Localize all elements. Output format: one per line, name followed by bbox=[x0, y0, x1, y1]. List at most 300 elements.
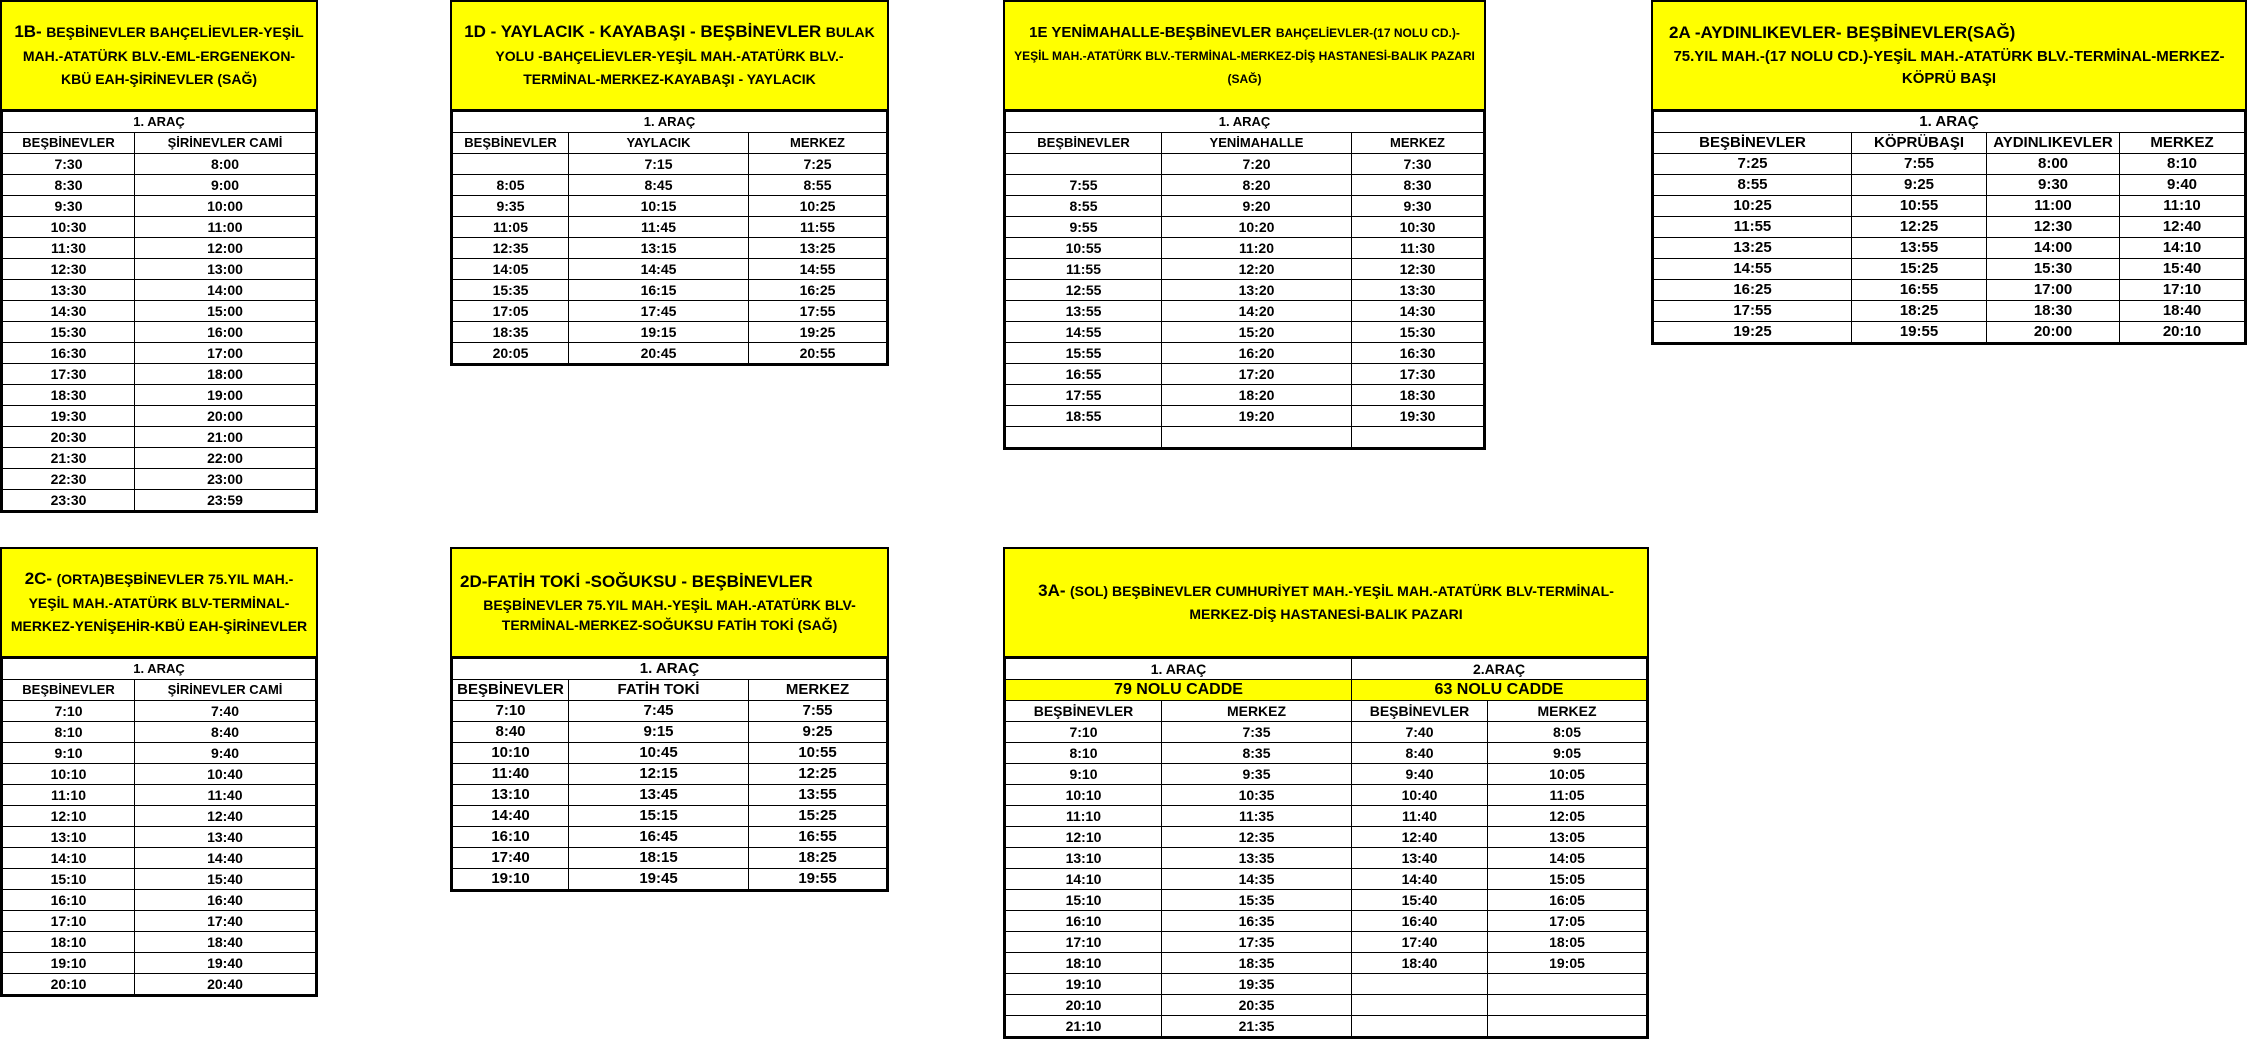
table-row bbox=[3, 385, 316, 406]
timetable-table bbox=[1005, 658, 1647, 1037]
time-cell: 10:20 bbox=[1162, 217, 1352, 238]
table-row bbox=[1654, 322, 2245, 343]
time-cell bbox=[453, 154, 569, 175]
route-description: BULAK YOLU -BAHÇELİEVLER-YEŞİL MAH.-ATATÜRK BLV.-TERMİNAL-MERKEZ-KAYABAŞI - YAYLACIK bbox=[495, 23, 875, 87]
table-row bbox=[3, 764, 316, 785]
time-cell: 10:30 bbox=[1352, 217, 1484, 238]
time-cell: 12:10 bbox=[3, 806, 135, 827]
time-cell: 21:10 bbox=[1006, 1016, 1162, 1037]
street-row bbox=[1006, 680, 1647, 701]
time-cell: 20:10 bbox=[2120, 322, 2245, 343]
time-cell: 16:55 bbox=[749, 827, 887, 848]
table-row bbox=[453, 175, 887, 196]
column-header: ŞİRİNEVLER CAMİ bbox=[135, 133, 316, 154]
street-label: 79 NOLU CADDE bbox=[1006, 680, 1352, 701]
table-row bbox=[3, 175, 316, 196]
column-header: BEŞBİNEVLER bbox=[453, 680, 569, 701]
table-row bbox=[1006, 238, 1484, 259]
time-cell: 11:30 bbox=[3, 238, 135, 259]
time-cell: 11:20 bbox=[1162, 238, 1352, 259]
time-cell: 9:25 bbox=[749, 722, 887, 743]
route-header bbox=[450, 547, 889, 658]
timetable-table bbox=[1653, 111, 2245, 343]
column-header: MERKEZ bbox=[749, 133, 887, 154]
time-cell: 10:55 bbox=[749, 743, 887, 764]
vehicle-label: 1. ARAÇ bbox=[1006, 112, 1484, 133]
table-row bbox=[3, 806, 316, 827]
time-cell bbox=[1352, 995, 1488, 1016]
column-header-row bbox=[453, 133, 887, 154]
time-cell: 13:25 bbox=[1654, 238, 1852, 259]
time-cell: 10:40 bbox=[135, 764, 316, 785]
time-cell: 19:30 bbox=[3, 406, 135, 427]
time-cell: 7:40 bbox=[1352, 722, 1488, 743]
table-row bbox=[3, 322, 316, 343]
time-cell: 10:55 bbox=[1006, 238, 1162, 259]
time-cell: 10:55 bbox=[1852, 196, 1987, 217]
time-cell: 7:40 bbox=[135, 701, 316, 722]
table-row bbox=[3, 301, 316, 322]
time-cell: 17:40 bbox=[453, 848, 569, 869]
time-cell: 8:30 bbox=[3, 175, 135, 196]
table-row bbox=[1654, 217, 2245, 238]
time-cell: 7:15 bbox=[569, 154, 749, 175]
time-cell: 11:55 bbox=[1654, 217, 1852, 238]
column-header-row bbox=[3, 680, 316, 701]
route-description: (ORTA)BEŞBİNEVLER 75.YIL MAH.-YEŞİL MAH.-ATATÜRK BLV-TERMİNAL-MERKEZ-YENİŞEHİR-KBÜ EAH-ŞİRİNEVLER bbox=[10, 570, 308, 634]
time-cell: 17:35 bbox=[1162, 932, 1352, 953]
time-cell: 17:40 bbox=[1352, 932, 1488, 953]
timetable bbox=[1651, 111, 2247, 345]
time-cell: 14:05 bbox=[453, 259, 569, 280]
time-cell: 8:00 bbox=[135, 154, 316, 175]
time-cell: 14:10 bbox=[3, 848, 135, 869]
route-header bbox=[450, 0, 889, 111]
time-cell bbox=[1488, 974, 1647, 995]
time-cell: 8:05 bbox=[453, 175, 569, 196]
table-row bbox=[1006, 427, 1484, 448]
table-row bbox=[453, 154, 887, 175]
timetable bbox=[450, 658, 889, 892]
column-header: MERKEZ bbox=[2120, 133, 2245, 154]
time-cell: 17:10 bbox=[3, 911, 135, 932]
time-cell: 14:30 bbox=[3, 301, 135, 322]
route-header bbox=[1003, 547, 1649, 658]
time-cell: 14:35 bbox=[1162, 869, 1352, 890]
table-row bbox=[3, 848, 316, 869]
column-header: FATİH TOKİ bbox=[569, 680, 749, 701]
time-cell: 16:30 bbox=[3, 343, 135, 364]
time-cell: 13:30 bbox=[1352, 280, 1484, 301]
table-row bbox=[453, 238, 887, 259]
time-cell: 16:10 bbox=[453, 827, 569, 848]
time-cell: 8:55 bbox=[749, 175, 887, 196]
time-cell: 15:55 bbox=[1006, 343, 1162, 364]
vehicle-label: 1. ARAÇ bbox=[453, 112, 887, 133]
time-cell: 17:55 bbox=[1006, 385, 1162, 406]
time-cell: 10:10 bbox=[453, 743, 569, 764]
time-cell: 13:15 bbox=[569, 238, 749, 259]
table-row bbox=[1006, 301, 1484, 322]
time-cell: 18:25 bbox=[1852, 301, 1987, 322]
time-cell: 20:30 bbox=[3, 427, 135, 448]
time-cell: 18:55 bbox=[1006, 406, 1162, 427]
table-row bbox=[453, 322, 887, 343]
time-cell: 9:55 bbox=[1006, 217, 1162, 238]
time-cell: 9:30 bbox=[3, 196, 135, 217]
vehicle-row bbox=[1006, 112, 1484, 133]
time-cell: 12:00 bbox=[135, 238, 316, 259]
time-cell: 15:25 bbox=[1852, 259, 1987, 280]
timetable bbox=[0, 111, 318, 513]
time-cell: 17:05 bbox=[1488, 911, 1647, 932]
time-cell: 12:25 bbox=[1852, 217, 1987, 238]
timetable-table bbox=[2, 658, 316, 995]
time-cell: 17:10 bbox=[1006, 932, 1162, 953]
time-cell: 8:40 bbox=[135, 722, 316, 743]
time-cell: 17:00 bbox=[1987, 280, 2120, 301]
time-cell: 11:05 bbox=[1488, 785, 1647, 806]
time-cell: 7:10 bbox=[3, 701, 135, 722]
table-row bbox=[3, 364, 316, 385]
table-row bbox=[3, 701, 316, 722]
time-cell: 19:55 bbox=[1852, 322, 1987, 343]
time-cell: 10:25 bbox=[1654, 196, 1852, 217]
table-row bbox=[1654, 301, 2245, 322]
time-cell: 13:45 bbox=[569, 785, 749, 806]
column-header: MERKEZ bbox=[1488, 701, 1647, 722]
time-cell: 23:00 bbox=[135, 469, 316, 490]
column-header: YAYLACIK bbox=[569, 133, 749, 154]
route-code: 2A -AYDINLIKEVLER- BEŞBİNEVLER(SAĞ) bbox=[1669, 23, 2016, 43]
time-cell: 7:55 bbox=[1852, 154, 1987, 175]
time-cell: 14:55 bbox=[749, 259, 887, 280]
time-cell: 7:30 bbox=[3, 154, 135, 175]
route-header bbox=[1651, 0, 2247, 111]
time-cell: 13:10 bbox=[453, 785, 569, 806]
time-cell: 9:20 bbox=[1162, 196, 1352, 217]
table-row bbox=[1006, 995, 1647, 1016]
time-cell: 18:10 bbox=[3, 932, 135, 953]
time-cell bbox=[1352, 1016, 1488, 1037]
time-cell: 8:10 bbox=[1006, 743, 1162, 764]
table-row bbox=[1006, 890, 1647, 911]
time-cell: 13:55 bbox=[1852, 238, 1987, 259]
time-cell: 7:55 bbox=[749, 701, 887, 722]
route-2d bbox=[450, 547, 889, 892]
time-cell: 14:20 bbox=[1162, 301, 1352, 322]
vehicle-row bbox=[3, 112, 316, 133]
table-row bbox=[3, 238, 316, 259]
time-cell: 19:20 bbox=[1162, 406, 1352, 427]
column-header: MERKEZ bbox=[1352, 133, 1484, 154]
time-cell: 13:40 bbox=[135, 827, 316, 848]
table-row bbox=[1654, 175, 2245, 196]
time-cell: 15:40 bbox=[1352, 890, 1488, 911]
time-cell bbox=[1352, 427, 1484, 448]
route-description: BEŞBİNEVLER 75.YIL MAH.-YEŞİL MAH.-ATATÜRK BLV-TERMİNAL-MERKEZ-SOĞUKSU FATİH TOKİ (SAĞ) bbox=[483, 596, 856, 633]
time-cell: 17:20 bbox=[1162, 364, 1352, 385]
vehicle-label: 2.ARAÇ bbox=[1352, 659, 1647, 680]
table-row bbox=[453, 764, 887, 785]
route-description: 75.YIL MAH.-(17 NOLU CD.)-YEŞİL MAH.-ATATÜRK BLV.-TERMİNAL-MERKEZ-KÖPRÜ BAŞI bbox=[1673, 48, 2225, 87]
time-cell: 17:55 bbox=[1654, 301, 1852, 322]
column-header: MERKEZ bbox=[749, 680, 887, 701]
time-cell: 12:30 bbox=[3, 259, 135, 280]
table-row bbox=[453, 848, 887, 869]
vehicle-row bbox=[453, 659, 887, 680]
time-cell bbox=[1488, 1016, 1647, 1037]
table-row bbox=[453, 806, 887, 827]
column-header: BEŞBİNEVLER bbox=[3, 680, 135, 701]
table-row bbox=[1006, 280, 1484, 301]
timetable bbox=[1003, 658, 1649, 1039]
table-row bbox=[1006, 196, 1484, 217]
time-cell: 9:40 bbox=[1352, 764, 1488, 785]
time-cell: 16:45 bbox=[569, 827, 749, 848]
table-row bbox=[3, 490, 316, 511]
time-cell: 9:35 bbox=[453, 196, 569, 217]
time-cell: 19:10 bbox=[3, 953, 135, 974]
table-row bbox=[3, 196, 316, 217]
time-cell: 17:40 bbox=[135, 911, 316, 932]
route-2c bbox=[0, 547, 318, 997]
table-row bbox=[3, 827, 316, 848]
time-cell bbox=[1352, 974, 1488, 995]
time-cell: 16:15 bbox=[569, 280, 749, 301]
table-row bbox=[453, 827, 887, 848]
time-cell: 9:40 bbox=[135, 743, 316, 764]
time-cell: 12:40 bbox=[2120, 217, 2245, 238]
time-cell bbox=[1006, 427, 1162, 448]
time-cell: 11:00 bbox=[135, 217, 316, 238]
route-1e bbox=[1003, 0, 1486, 450]
time-cell: 19:35 bbox=[1162, 974, 1352, 995]
route-1d bbox=[450, 0, 889, 366]
time-cell: 11:10 bbox=[2120, 196, 2245, 217]
table-row bbox=[453, 722, 887, 743]
time-cell: 8:30 bbox=[1352, 175, 1484, 196]
timetable-table bbox=[452, 111, 887, 364]
time-cell: 18:00 bbox=[135, 364, 316, 385]
time-cell: 18:20 bbox=[1162, 385, 1352, 406]
time-cell: 13:55 bbox=[1006, 301, 1162, 322]
time-cell: 13:35 bbox=[1162, 848, 1352, 869]
time-cell: 14:30 bbox=[1352, 301, 1484, 322]
time-cell: 12:40 bbox=[135, 806, 316, 827]
time-cell: 15:00 bbox=[135, 301, 316, 322]
time-cell: 19:05 bbox=[1488, 953, 1647, 974]
time-cell: 19:10 bbox=[1006, 974, 1162, 995]
table-row bbox=[453, 301, 887, 322]
table-row bbox=[3, 343, 316, 364]
table-row bbox=[1006, 217, 1484, 238]
time-cell: 15:30 bbox=[1987, 259, 2120, 280]
table-row bbox=[1006, 785, 1647, 806]
time-cell: 20:00 bbox=[135, 406, 316, 427]
column-header: ŞİRİNEVLER CAMİ bbox=[135, 680, 316, 701]
table-row bbox=[3, 743, 316, 764]
table-row bbox=[3, 280, 316, 301]
time-cell: 11:55 bbox=[1006, 259, 1162, 280]
time-cell: 14:40 bbox=[135, 848, 316, 869]
table-row bbox=[1006, 259, 1484, 280]
time-cell: 22:00 bbox=[135, 448, 316, 469]
time-cell: 18:35 bbox=[1162, 953, 1352, 974]
column-header-row bbox=[1006, 133, 1484, 154]
table-row bbox=[1006, 175, 1484, 196]
time-cell: 12:25 bbox=[749, 764, 887, 785]
time-cell: 14:40 bbox=[1352, 869, 1488, 890]
time-cell: 19:10 bbox=[453, 869, 569, 890]
table-row bbox=[1006, 806, 1647, 827]
time-cell: 15:35 bbox=[453, 280, 569, 301]
time-cell: 18:35 bbox=[453, 322, 569, 343]
time-cell: 18:30 bbox=[1352, 385, 1484, 406]
time-cell: 10:30 bbox=[3, 217, 135, 238]
table-row bbox=[453, 743, 887, 764]
table-row bbox=[1006, 932, 1647, 953]
time-cell bbox=[1162, 427, 1352, 448]
time-cell: 12:30 bbox=[1987, 217, 2120, 238]
time-cell: 15:35 bbox=[1162, 890, 1352, 911]
timetable-table bbox=[2, 111, 316, 511]
time-cell: 16:10 bbox=[3, 890, 135, 911]
table-row bbox=[453, 785, 887, 806]
time-cell: 8:10 bbox=[2120, 154, 2245, 175]
column-header: KÖPRÜBAŞI bbox=[1852, 133, 1987, 154]
time-cell: 18:10 bbox=[1006, 953, 1162, 974]
table-row bbox=[1006, 343, 1484, 364]
time-cell: 20:10 bbox=[3, 974, 135, 995]
time-cell: 19:55 bbox=[749, 869, 887, 890]
table-row bbox=[3, 427, 316, 448]
time-cell: 22:30 bbox=[3, 469, 135, 490]
time-cell: 13:00 bbox=[135, 259, 316, 280]
table-row bbox=[453, 217, 887, 238]
column-header: MERKEZ bbox=[1162, 701, 1352, 722]
time-cell: 18:40 bbox=[1352, 953, 1488, 974]
table-row bbox=[1006, 911, 1647, 932]
time-cell: 17:45 bbox=[569, 301, 749, 322]
time-cell: 10:05 bbox=[1488, 764, 1647, 785]
time-cell: 15:25 bbox=[749, 806, 887, 827]
table-row bbox=[3, 869, 316, 890]
table-row bbox=[1006, 1016, 1647, 1037]
time-cell: 16:20 bbox=[1162, 343, 1352, 364]
time-cell bbox=[1006, 154, 1162, 175]
time-cell: 9:15 bbox=[569, 722, 749, 743]
table-row bbox=[1006, 364, 1484, 385]
table-row bbox=[453, 701, 887, 722]
time-cell: 21:00 bbox=[135, 427, 316, 448]
table-row bbox=[3, 469, 316, 490]
time-cell: 8:00 bbox=[1987, 154, 2120, 175]
time-cell: 8:40 bbox=[1352, 743, 1488, 764]
column-header-row bbox=[3, 133, 316, 154]
time-cell: 15:10 bbox=[3, 869, 135, 890]
table-row bbox=[1006, 974, 1647, 995]
time-cell: 12:35 bbox=[1162, 827, 1352, 848]
vehicle-label: 1. ARAÇ bbox=[3, 112, 316, 133]
time-cell: 16:00 bbox=[135, 322, 316, 343]
route-code: 1E YENİMAHALLE-BEŞBİNEVLER bbox=[1029, 23, 1272, 41]
time-cell: 18:40 bbox=[2120, 301, 2245, 322]
time-cell: 8:05 bbox=[1488, 722, 1647, 743]
time-cell: 7:30 bbox=[1352, 154, 1484, 175]
time-cell: 23:59 bbox=[135, 490, 316, 511]
route-code: 2C- bbox=[24, 568, 53, 588]
time-cell: 9:40 bbox=[2120, 175, 2245, 196]
time-cell: 17:55 bbox=[749, 301, 887, 322]
time-cell: 7:25 bbox=[1654, 154, 1852, 175]
time-cell: 15:40 bbox=[2120, 259, 2245, 280]
route-header bbox=[1003, 0, 1486, 111]
time-cell: 19:00 bbox=[135, 385, 316, 406]
table-row bbox=[1654, 238, 2245, 259]
time-cell: 10:40 bbox=[1352, 785, 1488, 806]
time-cell: 21:35 bbox=[1162, 1016, 1352, 1037]
time-cell: 11:45 bbox=[569, 217, 749, 238]
table-row bbox=[1006, 953, 1647, 974]
table-row bbox=[453, 259, 887, 280]
table-row bbox=[3, 890, 316, 911]
time-cell: 14:10 bbox=[1006, 869, 1162, 890]
time-cell: 18:30 bbox=[1987, 301, 2120, 322]
time-cell: 15:30 bbox=[1352, 322, 1484, 343]
column-header-row bbox=[1006, 701, 1647, 722]
time-cell: 20:45 bbox=[569, 343, 749, 364]
table-row bbox=[3, 722, 316, 743]
time-cell: 11:00 bbox=[1987, 196, 2120, 217]
timetable bbox=[1003, 111, 1486, 450]
table-row bbox=[1006, 848, 1647, 869]
time-cell: 19:30 bbox=[1352, 406, 1484, 427]
time-cell: 7:10 bbox=[453, 701, 569, 722]
time-cell: 18:15 bbox=[569, 848, 749, 869]
time-cell: 16:40 bbox=[1352, 911, 1488, 932]
vehicle-row bbox=[453, 112, 887, 133]
time-cell: 11:35 bbox=[1162, 806, 1352, 827]
time-cell: 20:10 bbox=[1006, 995, 1162, 1016]
time-cell: 12:55 bbox=[1006, 280, 1162, 301]
column-header: YENİMAHALLE bbox=[1162, 133, 1352, 154]
time-cell: 11:10 bbox=[1006, 806, 1162, 827]
vehicle-row bbox=[3, 659, 316, 680]
time-cell: 12:20 bbox=[1162, 259, 1352, 280]
time-cell: 15:10 bbox=[1006, 890, 1162, 911]
time-cell: 8:20 bbox=[1162, 175, 1352, 196]
time-cell: 8:40 bbox=[453, 722, 569, 743]
time-cell: 10:25 bbox=[749, 196, 887, 217]
time-cell bbox=[1488, 995, 1647, 1016]
time-cell: 20:05 bbox=[453, 343, 569, 364]
route-description: BAHÇELİEVLER-(17 NOLU CD.)-YEŞİL MAH.-ATATÜRK BLV.-TERMİNAL-MERKEZ-DİŞ HASTANESİ-BALIK PAZARI (SAĞ) bbox=[1014, 25, 1475, 87]
vehicle-row bbox=[1654, 112, 2245, 133]
time-cell: 13:25 bbox=[749, 238, 887, 259]
time-cell: 14:45 bbox=[569, 259, 749, 280]
time-cell: 15:20 bbox=[1162, 322, 1352, 343]
time-cell: 9:35 bbox=[1162, 764, 1352, 785]
time-cell: 16:40 bbox=[135, 890, 316, 911]
table-row bbox=[3, 217, 316, 238]
time-cell: 18:25 bbox=[749, 848, 887, 869]
timetable bbox=[0, 658, 318, 997]
time-cell: 19:25 bbox=[1654, 322, 1852, 343]
time-cell: 8:55 bbox=[1006, 196, 1162, 217]
time-cell: 10:10 bbox=[3, 764, 135, 785]
table-row bbox=[1006, 764, 1647, 785]
